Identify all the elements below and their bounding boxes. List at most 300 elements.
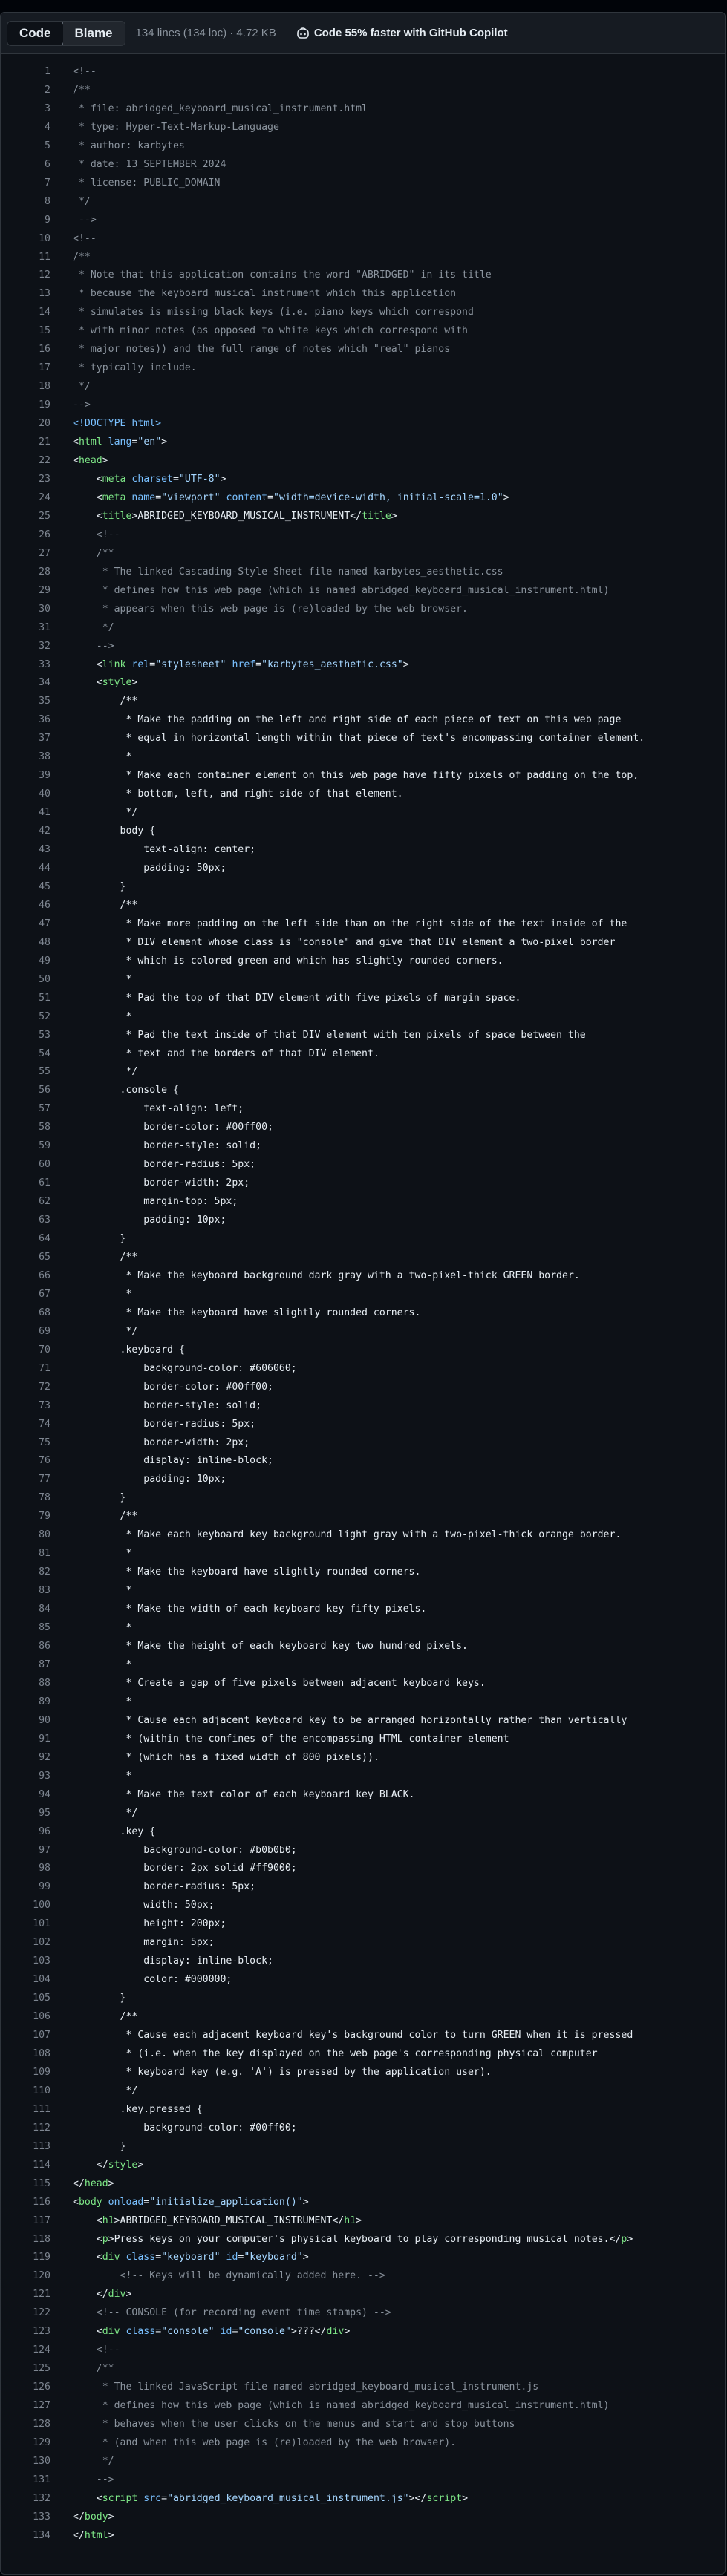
code-token: p	[621, 2233, 627, 2245]
line-number[interactable]: 67	[39, 1288, 50, 1300]
code-line	[1, 137, 725, 156]
code-line	[1, 693, 725, 711]
blame-tab[interactable]: Blame	[63, 22, 125, 45]
line-number[interactable]: 46	[39, 899, 50, 911]
code-line	[1, 1878, 725, 1897]
code-line	[1, 2175, 725, 2194]
line-number[interactable]: 34	[39, 677, 50, 689]
copilot-promo-link[interactable]	[296, 27, 508, 39]
line-number[interactable]: 51	[39, 992, 50, 1004]
line-content	[73, 212, 97, 230]
code-token: -->	[73, 399, 91, 411]
line-number[interactable]: 71	[39, 1362, 50, 1374]
code-line	[1, 1434, 725, 1453]
line-number[interactable]: 40	[39, 788, 50, 800]
code-tab[interactable]: Code	[7, 21, 64, 46]
line-content	[73, 1897, 215, 1915]
line-content	[73, 1878, 255, 1897]
line-number[interactable]: 131	[33, 2474, 50, 2485]
code-line	[1, 952, 725, 971]
line-number[interactable]: 41	[39, 807, 50, 819]
code-line	[1, 582, 725, 601]
line-content	[73, 230, 97, 249]
line-number[interactable]: 55	[39, 1066, 50, 1078]
line-number[interactable]: 125	[33, 2363, 50, 2375]
line-number[interactable]: 14	[39, 307, 50, 318]
code-line	[1, 2379, 725, 2397]
line-number[interactable]: 11	[39, 251, 50, 263]
line-number[interactable]: 61	[39, 1177, 50, 1189]
line-number[interactable]: 85	[39, 1622, 50, 1634]
line-content	[73, 2434, 456, 2453]
line-number[interactable]: 70	[39, 1344, 50, 1356]
code-token: */	[73, 807, 138, 819]
line-number[interactable]: 103	[33, 1955, 50, 1967]
line-number[interactable]: 81	[39, 1548, 50, 1560]
code-line	[1, 1897, 725, 1915]
line-number[interactable]: 132	[33, 2492, 50, 2504]
code-line	[1, 1397, 725, 1416]
line-content	[73, 582, 610, 601]
line-number[interactable]: 105	[33, 1993, 50, 2004]
line-number[interactable]: 79	[39, 1511, 50, 1523]
line-content	[73, 434, 167, 452]
line-number[interactable]: 60	[39, 1159, 50, 1171]
line-content	[73, 378, 91, 396]
line-number[interactable]: 45	[39, 880, 50, 892]
line-number[interactable]: 78	[39, 1492, 50, 1504]
code-token: >	[462, 2492, 469, 2504]
code-token: "width=device-width, initial-scale=1.0"	[273, 491, 503, 503]
line-number[interactable]: 2	[45, 84, 50, 96]
line-number[interactable]: 111	[33, 2103, 50, 2115]
line-content	[73, 1786, 415, 1805]
code-token: * (which has a fixed width of 800 pixels)).	[73, 1751, 379, 1763]
line-content	[73, 63, 97, 82]
code-line	[1, 2082, 725, 2101]
code-token: =	[255, 658, 262, 670]
code-token: script	[426, 2492, 463, 2504]
code-token: class	[125, 2252, 156, 2263]
line-number[interactable]: 62	[39, 1196, 50, 1208]
code-token: <	[73, 437, 79, 448]
line-number[interactable]: 37	[39, 733, 50, 745]
code-token: * author: karbytes	[73, 140, 185, 151]
line-number[interactable]: 117	[33, 2214, 50, 2226]
line-number[interactable]: 64	[39, 1233, 50, 1245]
code-line	[1, 1990, 725, 2008]
line-content	[73, 841, 255, 860]
line-number[interactable]: 49	[39, 955, 50, 967]
line-number[interactable]: 18	[39, 381, 50, 393]
code-token: text-align: left;	[73, 1103, 244, 1115]
code-token: * simulates is missing black keys (i.e. piano keys which correspond	[73, 307, 474, 318]
code-token: * Make the keyboard have slightly rounded corners.	[73, 1566, 421, 1578]
line-content	[73, 2453, 114, 2471]
code-line	[1, 601, 725, 619]
line-content	[73, 1712, 627, 1730]
code-viewer-panel	[0, 12, 726, 2575]
line-number[interactable]: 118	[33, 2233, 50, 2245]
code-line	[1, 2397, 725, 2416]
code-token: <	[73, 2326, 102, 2338]
code-token: .key.pressed {	[73, 2103, 203, 2115]
code-line	[1, 1545, 725, 1563]
line-number[interactable]: 30	[39, 603, 50, 615]
line-content	[73, 1230, 125, 1249]
line-number[interactable]: 43	[39, 844, 50, 856]
line-number[interactable]: 21	[39, 437, 50, 448]
line-number[interactable]: 12	[39, 269, 50, 281]
line-number[interactable]: 52	[39, 1010, 50, 1022]
line-content	[73, 1805, 137, 1823]
line-number[interactable]: 97	[39, 1844, 50, 1856]
line-number[interactable]: 9	[45, 214, 50, 226]
line-number[interactable]: 75	[39, 1436, 50, 1448]
code-line	[1, 378, 725, 396]
code-line	[1, 415, 725, 434]
line-number[interactable]: 82	[39, 1566, 50, 1578]
line-content	[73, 804, 137, 823]
line-number[interactable]: 72	[39, 1381, 50, 1393]
line-number[interactable]: 93	[39, 1770, 50, 1782]
code-token: body	[84, 2511, 108, 2523]
line-number[interactable]: 87	[39, 1658, 50, 1670]
line-number[interactable]: 3	[45, 102, 50, 114]
code-line	[1, 2341, 725, 2360]
line-number[interactable]: 83	[39, 1585, 50, 1597]
code-line	[1, 2360, 725, 2379]
line-number[interactable]: 76	[39, 1455, 50, 1467]
line-number[interactable]: 128	[33, 2419, 50, 2430]
line-number[interactable]: 24	[39, 491, 50, 503]
code-line	[1, 563, 725, 582]
code-token: color: #000000;	[73, 1974, 232, 1986]
line-number[interactable]: 77	[39, 1474, 50, 1485]
line-content	[73, 2508, 114, 2527]
code-token: >	[125, 2289, 132, 2301]
line-number[interactable]: 27	[39, 547, 50, 559]
code-line	[1, 471, 725, 489]
code-line	[1, 1730, 725, 1749]
line-number[interactable]: 114	[33, 2159, 50, 2171]
line-number[interactable]: 104	[33, 1974, 50, 1986]
code-token: }	[73, 1233, 126, 1245]
line-content	[73, 1100, 244, 1119]
code-token: * The linked Cascading-Style-Sheet file named karbytes_aesthetic.css	[73, 566, 503, 578]
code-line	[1, 1212, 725, 1230]
line-content	[73, 1323, 137, 1341]
line-number[interactable]: 38	[39, 751, 50, 763]
line-number[interactable]: 44	[39, 862, 50, 874]
line-number[interactable]: 17	[39, 362, 50, 374]
line-content	[73, 1063, 137, 1082]
code-line	[1, 82, 725, 100]
code-token: * Cause each adjacent keyboard key's background color to turn GREEN when it is pressed	[73, 2030, 633, 2041]
code-token: >Press keys on your computer's physical keyboard to play corresponding musical notes.</	[108, 2233, 622, 2245]
code-token: * Make the width of each keyboard key fifty pixels.	[73, 1604, 427, 1615]
code-token: * Make each container element on this web page have fifty pixels of padding on the top,	[73, 770, 639, 782]
line-content	[73, 2027, 633, 2045]
line-number[interactable]: 110	[33, 2085, 50, 2096]
code-token: >ABRIDGED_KEYBOARD_MUSICAL_INSTRUMENT</	[114, 2214, 345, 2226]
code-token: div	[102, 2326, 120, 2338]
line-number[interactable]: 48	[39, 936, 50, 948]
line-number[interactable]: 10	[39, 232, 50, 244]
line-number[interactable]: 95	[39, 1807, 50, 1819]
code-line	[1, 304, 725, 322]
code-token: * keyboard key (e.g. 'A') is pressed by the application user).	[73, 2066, 492, 2078]
line-number[interactable]: 74	[39, 1418, 50, 1430]
line-number[interactable]: 68	[39, 1307, 50, 1318]
code-line	[1, 526, 725, 545]
line-number[interactable]: 101	[33, 1918, 50, 1930]
code-line	[1, 1934, 725, 1952]
line-number[interactable]: 25	[39, 510, 50, 522]
code-token	[221, 492, 226, 503]
line-number[interactable]: 115	[33, 2177, 50, 2189]
code-token: * (i.e. when the key displayed on the web page's corresponding physical computer	[73, 2047, 598, 2059]
code-token: >	[108, 2511, 114, 2523]
line-number[interactable]: 122	[33, 2307, 50, 2319]
code-token: <!--	[73, 232, 97, 244]
line-number[interactable]: 119	[33, 2252, 50, 2263]
line-content	[73, 2064, 492, 2082]
line-number[interactable]: 56	[39, 1085, 50, 1096]
line-number[interactable]: 120	[33, 2270, 50, 2282]
code-token: >	[503, 491, 509, 503]
code-token: */	[73, 2455, 114, 2467]
code-token: * typically include.	[73, 362, 197, 374]
code-token: id	[226, 2252, 238, 2263]
code-line	[1, 212, 725, 230]
code-token: class	[125, 2326, 156, 2338]
line-content	[73, 82, 91, 100]
code-line	[1, 1563, 725, 1582]
code-line	[1, 174, 725, 193]
line-number[interactable]: 6	[45, 158, 50, 170]
line-number[interactable]: 20	[39, 418, 50, 430]
code-token: >	[627, 2233, 633, 2245]
code-line	[1, 748, 725, 767]
line-number[interactable]: 65	[39, 1252, 50, 1263]
line-number[interactable]: 124	[33, 2344, 50, 2356]
line-content	[73, 730, 645, 748]
line-number[interactable]: 126	[33, 2382, 50, 2393]
code-token: border-color: #00ff00;	[73, 1381, 273, 1393]
code-token: /**	[73, 1252, 138, 1263]
line-content	[73, 2267, 385, 2286]
line-number[interactable]: 112	[33, 2122, 50, 2134]
line-number[interactable]: 63	[39, 1215, 50, 1226]
code-line	[1, 638, 725, 656]
line-number[interactable]: 53	[39, 1029, 50, 1041]
line-number[interactable]: 50	[39, 973, 50, 985]
code-line	[1, 990, 725, 1008]
line-number[interactable]: 94	[39, 1788, 50, 1800]
line-number[interactable]: 36	[39, 714, 50, 726]
code-line	[1, 915, 725, 934]
line-content	[73, 1212, 226, 1230]
line-number[interactable]: 121	[33, 2289, 50, 2301]
code-token: </	[73, 2289, 108, 2301]
line-number[interactable]: 89	[39, 1696, 50, 1707]
line-number[interactable]: 109	[33, 2066, 50, 2078]
line-number[interactable]: 26	[39, 529, 50, 540]
code-line	[1, 489, 725, 508]
code-line	[1, 434, 725, 452]
code-line	[1, 711, 725, 730]
code-token: * DIV element whose class is "console" and give that DIV element a two-pixel border	[73, 936, 616, 948]
line-content	[73, 452, 108, 471]
code-token: <	[73, 2233, 102, 2245]
line-content	[73, 193, 91, 212]
line-number[interactable]: 19	[39, 399, 50, 411]
line-number[interactable]: 80	[39, 1529, 50, 1541]
code-token: p	[102, 2233, 108, 2245]
line-number[interactable]: 123	[33, 2326, 50, 2338]
line-number[interactable]: 92	[39, 1751, 50, 1763]
line-number[interactable]: 32	[39, 640, 50, 652]
line-number[interactable]: 7	[45, 177, 50, 189]
line-number[interactable]: 133	[33, 2511, 50, 2523]
line-number[interactable]: 86	[39, 1641, 50, 1653]
code-token: width: 50px;	[73, 1900, 215, 1912]
line-number[interactable]: 31	[39, 621, 50, 633]
code-token: =	[155, 2252, 162, 2263]
line-content	[73, 545, 114, 563]
line-number[interactable]: 5	[45, 140, 50, 151]
code-token: * major notes)) and the full range of notes which "real" pianos	[73, 344, 451, 356]
line-number[interactable]: 58	[39, 1122, 50, 1134]
line-number[interactable]: 57	[39, 1103, 50, 1115]
line-number[interactable]: 47	[39, 918, 50, 929]
line-number[interactable]: 99	[39, 1881, 50, 1893]
code-token: * (within the confines of the encompassing HTML container element	[73, 1733, 509, 1745]
code-token: src	[143, 2492, 162, 2504]
line-content	[73, 1619, 131, 1638]
code-line	[1, 1786, 725, 1805]
line-number[interactable]: 54	[39, 1047, 50, 1059]
line-content	[73, 563, 503, 582]
line-number[interactable]: 96	[39, 1825, 50, 1837]
code-line	[1, 1712, 725, 1730]
line-number[interactable]: 91	[39, 1733, 50, 1745]
line-number[interactable]: 100	[33, 1900, 50, 1912]
line-content	[73, 2175, 114, 2194]
line-content	[73, 1730, 509, 1749]
line-number[interactable]: 59	[39, 1140, 50, 1152]
code-line	[1, 1675, 725, 1693]
line-number[interactable]: 1	[45, 66, 50, 77]
code-token	[102, 437, 108, 448]
code-line	[1, 1174, 725, 1193]
code-line	[1, 508, 725, 526]
line-number[interactable]: 22	[39, 455, 50, 467]
code-token: .console {	[73, 1085, 179, 1096]
code-token: >	[356, 2214, 362, 2226]
code-token: lang	[108, 437, 132, 448]
line-number[interactable]: 129	[33, 2437, 50, 2448]
line-number[interactable]: 66	[39, 1269, 50, 1281]
line-number[interactable]: 42	[39, 826, 50, 837]
line-number[interactable]: 35	[39, 696, 50, 707]
code-line	[1, 193, 725, 212]
line-number[interactable]: 102	[33, 1937, 50, 1949]
line-number[interactable]: 116	[33, 2196, 50, 2208]
line-number[interactable]: 8	[45, 195, 50, 207]
file-meta: 134 lines (134 loc) · 4.72 KB	[135, 27, 276, 39]
code-line	[1, 1823, 725, 1842]
code-token: * Make the text color of each keyboard key BLACK.	[73, 1788, 415, 1800]
code-line	[1, 2490, 725, 2508]
line-content	[73, 915, 627, 934]
line-number[interactable]: 88	[39, 1677, 50, 1689]
line-content	[73, 2157, 143, 2175]
code-token: /**	[73, 2363, 114, 2375]
line-number[interactable]: 15	[39, 325, 50, 337]
code-line	[1, 1286, 725, 1304]
line-number[interactable]: 134	[33, 2529, 50, 2541]
line-content	[73, 2045, 598, 2064]
code-line	[1, 1971, 725, 1990]
line-number[interactable]: 90	[39, 1714, 50, 1726]
code-token: =	[131, 437, 138, 448]
line-number[interactable]: 33	[39, 658, 50, 670]
line-number[interactable]: 106	[33, 2011, 50, 2023]
line-content	[73, 156, 226, 174]
line-number[interactable]: 39	[39, 770, 50, 782]
line-number[interactable]: 113	[33, 2140, 50, 2152]
line-content	[73, 1304, 420, 1323]
code-token: /**	[73, 2011, 138, 2023]
line-number[interactable]: 73	[39, 1399, 50, 1411]
line-number[interactable]: 98	[39, 1863, 50, 1874]
line-number[interactable]: 23	[39, 473, 50, 485]
line-number[interactable]: 29	[39, 584, 50, 596]
line-number[interactable]: 69	[39, 1325, 50, 1337]
line-number[interactable]: 13	[39, 288, 50, 300]
line-content	[73, 1267, 580, 1286]
code-token: =	[149, 658, 156, 670]
code-line	[1, 1249, 725, 1267]
code-token: meta	[102, 491, 126, 503]
code-token: content	[226, 491, 268, 503]
line-number[interactable]: 107	[33, 2030, 50, 2041]
code-token: =	[155, 2326, 162, 2338]
code-line	[1, 804, 725, 823]
line-number[interactable]: 28	[39, 566, 50, 578]
code-line	[1, 2434, 725, 2453]
line-number[interactable]: 130	[33, 2455, 50, 2467]
line-content	[73, 1768, 131, 1786]
line-number[interactable]: 16	[39, 344, 50, 356]
line-number[interactable]: 4	[45, 121, 50, 133]
code-line	[1, 2304, 725, 2323]
line-content	[73, 1434, 250, 1453]
code-token: */	[73, 1807, 138, 1819]
code-token: name	[131, 491, 156, 503]
code-token: /**	[73, 251, 91, 263]
code-token: * bottom, left, and right side of that element.	[73, 788, 403, 800]
line-content	[73, 2286, 131, 2304]
code-token: "keyboard"	[161, 2252, 221, 2263]
line-number[interactable]: 108	[33, 2047, 50, 2059]
line-number[interactable]: 127	[33, 2400, 50, 2412]
line-number[interactable]: 84	[39, 1604, 50, 1615]
line-content	[73, 1693, 131, 1712]
line-content	[73, 508, 397, 526]
